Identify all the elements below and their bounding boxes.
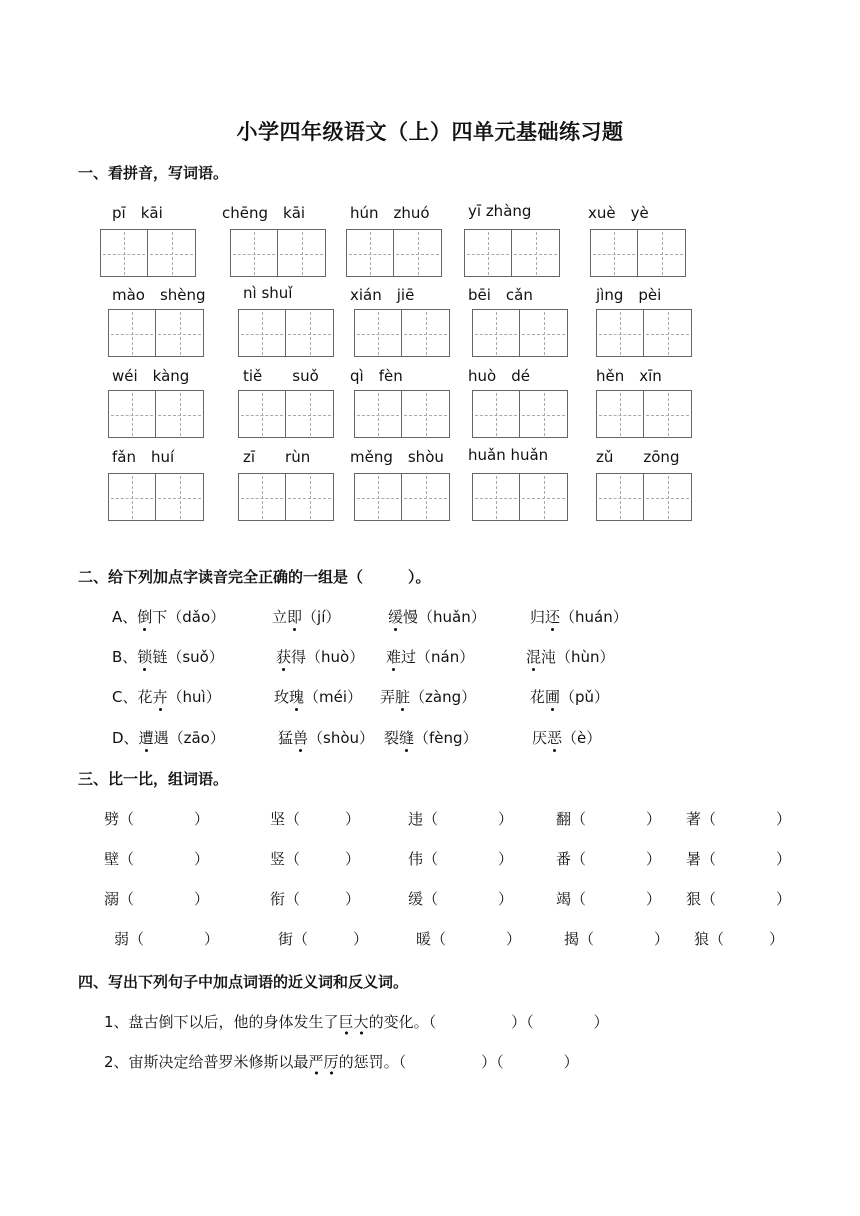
option-item	[530, 606, 628, 627]
writing-cell[interactable]	[520, 310, 567, 357]
pinyin-label: fǎn huí	[112, 448, 175, 466]
word-group-item[interactable]: 违（ ）	[408, 810, 514, 828]
dotted-character: 恶	[547, 729, 563, 747]
writing-cell[interactable]	[109, 391, 156, 438]
sentence-text: 1、盘古倒下以后，他的身体发生了	[104, 1013, 339, 1031]
writing-cell[interactable]	[347, 230, 394, 277]
pinyin-label: bēi cǎn	[468, 286, 533, 304]
word-pinyin: （huì）	[167, 688, 221, 706]
word-pinyin: （è）	[562, 729, 602, 747]
dotted-character: 还	[545, 608, 561, 626]
writing-cell[interactable]	[644, 474, 691, 521]
pinyin-label: huǎn huǎn	[468, 446, 549, 464]
writing-cell[interactable]	[286, 391, 333, 438]
dotted-character: 锁	[137, 648, 153, 666]
writing-box[interactable]	[354, 390, 450, 438]
option-item	[530, 686, 609, 707]
option-label: B、	[112, 648, 138, 666]
dotted-character: 瑰	[289, 688, 305, 706]
dotted-character: 遭	[138, 729, 154, 747]
writing-cell[interactable]	[644, 391, 691, 438]
word-group-item[interactable]: 狼（ ）	[694, 930, 785, 948]
sentence	[104, 1011, 609, 1032]
word-group-item[interactable]: 竖（ ）	[270, 850, 361, 868]
word-text: 玫	[274, 688, 290, 706]
word-pinyin: （huán）	[560, 608, 628, 626]
writing-cell[interactable]	[394, 230, 441, 277]
writing-cell[interactable]	[355, 310, 402, 357]
writing-box[interactable]	[108, 309, 204, 357]
section4-heading: 四、写出下列句子中加点词语的近义词和反义词。	[78, 973, 409, 991]
writing-box[interactable]	[108, 390, 204, 438]
word-text: 弄	[380, 688, 396, 706]
pinyin-label: wéi kàng	[112, 367, 190, 385]
option-label: D、	[112, 729, 139, 747]
writing-cell[interactable]	[402, 310, 449, 357]
page-title: 小学四年级语文（上）四单元基础练习题	[236, 120, 624, 144]
pinyin-label: huò dé	[468, 367, 530, 385]
dotted-character: 脏	[395, 688, 411, 706]
writing-box[interactable]	[590, 229, 686, 277]
section2-heading: 二、给下列加点字读音完全正确的一组是（ ）。	[78, 568, 431, 586]
writing-box[interactable]	[230, 229, 326, 277]
writing-cell[interactable]	[109, 310, 156, 357]
dotted-character: 缓	[388, 608, 404, 626]
word-group-item[interactable]: 弱（ ）	[114, 930, 220, 948]
writing-box[interactable]	[596, 390, 692, 438]
dotted-character: 倒	[137, 608, 153, 626]
writing-cell[interactable]	[473, 310, 520, 357]
writing-cell[interactable]	[286, 310, 333, 357]
writing-cell[interactable]	[355, 474, 402, 521]
word-group-item[interactable]: 揭（ ）	[564, 930, 670, 948]
word-group-item[interactable]: 缓（ ）	[408, 890, 514, 908]
word-group-item[interactable]: 番（ ）	[556, 850, 662, 868]
writing-cell[interactable]	[156, 391, 203, 438]
dotted-character: 缝	[399, 729, 415, 747]
dotted-character: 即	[287, 608, 303, 626]
option-item	[272, 606, 340, 627]
word-pinyin: （shòu）	[308, 729, 375, 747]
dotted-character: 获	[276, 648, 292, 666]
option-item	[386, 646, 474, 667]
word-group-item[interactable]: 壁（ ）	[104, 850, 210, 868]
writing-box[interactable]	[354, 473, 450, 521]
writing-cell[interactable]	[597, 391, 644, 438]
writing-cell[interactable]	[465, 230, 512, 277]
word-group-item[interactable]: 暑（ ）	[686, 850, 792, 868]
word-group-item[interactable]: 狠（ ）	[686, 890, 792, 908]
pinyin-label: chēng kāi	[222, 204, 306, 222]
writing-cell[interactable]	[591, 230, 638, 277]
pinyin-label: qì fèn	[350, 367, 403, 385]
word-group-item[interactable]: 溺（ ）	[104, 890, 210, 908]
word-pinyin: 下（dǎo）	[152, 608, 226, 626]
word-pinyin: 沌（hùn）	[541, 648, 615, 666]
dotted-character: 难	[386, 648, 402, 666]
pinyin-label: hěn xīn	[596, 367, 662, 385]
option-item	[388, 606, 486, 627]
writing-box[interactable]	[596, 473, 692, 521]
option-item	[112, 606, 225, 627]
word-pinyin: （méi）	[304, 688, 363, 706]
dotted-character: 兽	[293, 729, 309, 747]
writing-box[interactable]	[472, 309, 568, 357]
writing-cell[interactable]	[597, 310, 644, 357]
answer-blanks[interactable]: 的惩罚。（ ）（ ）	[338, 1053, 579, 1071]
option-label: C、	[112, 688, 138, 706]
pinyin-label: měng shòu	[350, 448, 444, 466]
writing-box[interactable]	[238, 309, 334, 357]
sentence-text: 2、宙斯决定给普罗米修斯以最	[104, 1053, 309, 1071]
dotted-character: 圃	[545, 688, 561, 706]
writing-box[interactable]	[238, 473, 334, 521]
dotted-character: 混	[526, 648, 542, 666]
writing-cell[interactable]	[239, 474, 286, 521]
option-item	[384, 727, 478, 748]
writing-box[interactable]	[472, 390, 568, 438]
writing-cell[interactable]	[473, 474, 520, 521]
writing-cell[interactable]	[278, 230, 325, 277]
writing-cell[interactable]	[156, 310, 203, 357]
writing-box[interactable]	[464, 229, 560, 277]
writing-cell[interactable]	[597, 474, 644, 521]
option-item	[274, 686, 362, 707]
option-item	[112, 646, 224, 667]
option-item	[526, 646, 615, 667]
option-item	[532, 727, 601, 748]
writing-cell[interactable]	[355, 391, 402, 438]
writing-cell[interactable]	[239, 310, 286, 357]
writing-cell[interactable]	[512, 230, 559, 277]
word-group-item[interactable]: 衔（ ）	[270, 890, 361, 908]
pinyin-label: xuè yè	[588, 204, 649, 222]
pinyin-label: mào shèng	[112, 286, 206, 304]
writing-box[interactable]	[238, 390, 334, 438]
word-text: 裂	[384, 729, 400, 747]
option-label: A、	[112, 608, 138, 626]
writing-box[interactable]	[346, 229, 442, 277]
pinyin-label: pī kāi	[112, 204, 163, 222]
writing-cell[interactable]	[148, 230, 195, 277]
writing-cell[interactable]	[109, 474, 156, 521]
option-item	[276, 646, 364, 667]
pinyin-label: zǔ zōng	[596, 448, 680, 466]
writing-cell[interactable]	[644, 310, 691, 357]
writing-cell[interactable]	[473, 391, 520, 438]
writing-cell[interactable]	[231, 230, 278, 277]
dotted-word: 巨大	[339, 1013, 369, 1035]
writing-cell[interactable]	[638, 230, 685, 277]
word-text: 花	[530, 688, 546, 706]
writing-cell[interactable]	[156, 474, 203, 521]
word-text: 立	[272, 608, 288, 626]
word-group-item[interactable]: 著（ ）	[686, 810, 792, 828]
pinyin-label: hún zhuó	[350, 204, 430, 222]
writing-cell[interactable]	[286, 474, 333, 521]
writing-box[interactable]	[596, 309, 692, 357]
word-pinyin: （fèng）	[414, 729, 478, 747]
word-group-item[interactable]: 暖（ ）	[416, 930, 522, 948]
word-pinyin: 链（suǒ）	[152, 648, 224, 666]
word-text: 归	[530, 608, 546, 626]
writing-cell[interactable]	[520, 474, 567, 521]
pinyin-label: yī zhàng	[468, 202, 532, 220]
word-group-item[interactable]: 坚（ ）	[270, 810, 361, 828]
writing-box[interactable]	[472, 473, 568, 521]
writing-cell[interactable]	[520, 391, 567, 438]
word-pinyin: 慢（huǎn）	[403, 608, 486, 626]
option-item	[112, 727, 225, 748]
writing-cell[interactable]	[239, 391, 286, 438]
pinyin-label: nì shuǐ	[243, 284, 293, 302]
word-pinyin: （pǔ）	[560, 688, 610, 706]
option-item	[112, 686, 221, 707]
word-pinyin: 过（nán）	[401, 648, 475, 666]
pinyin-label: tiě suǒ	[243, 367, 319, 385]
word-pinyin: 得（huò）	[291, 648, 365, 666]
section1-heading: 一、看拼音，写词语。	[78, 164, 229, 182]
answer-blanks[interactable]: 的变化。（ ）（ ）	[368, 1013, 609, 1031]
word-pinyin: （zàng）	[410, 688, 477, 706]
word-group-item[interactable]: 伟（ ）	[408, 850, 514, 868]
writing-box[interactable]	[354, 309, 450, 357]
pinyin-label: xián jiē	[350, 286, 415, 304]
word-text: 厌	[532, 729, 548, 747]
section3-heading: 三、比一比，组词语。	[78, 770, 229, 788]
word-group-item[interactable]: 劈（ ）	[104, 810, 210, 828]
writing-cell[interactable]	[402, 474, 449, 521]
word-text: 花	[137, 688, 153, 706]
option-item	[278, 727, 374, 748]
writing-box[interactable]	[100, 229, 196, 277]
word-text: 猛	[278, 729, 294, 747]
pinyin-label: zī rùn	[243, 448, 311, 466]
pinyin-label: jìng pèi	[596, 286, 662, 304]
word-pinyin: 遇（zāo）	[153, 729, 225, 747]
word-group-item[interactable]: 竭（ ）	[556, 890, 662, 908]
word-group-item[interactable]: 翻（ ）	[556, 810, 662, 828]
writing-cell[interactable]	[101, 230, 148, 277]
dotted-word: 严厉	[309, 1053, 339, 1075]
word-group-item[interactable]: 街（ ）	[278, 930, 369, 948]
writing-cell[interactable]	[402, 391, 449, 438]
option-item	[380, 686, 476, 707]
sentence	[104, 1051, 579, 1072]
writing-box[interactable]	[108, 473, 204, 521]
word-pinyin: （jí）	[302, 608, 341, 626]
dotted-character: 卉	[152, 688, 168, 706]
